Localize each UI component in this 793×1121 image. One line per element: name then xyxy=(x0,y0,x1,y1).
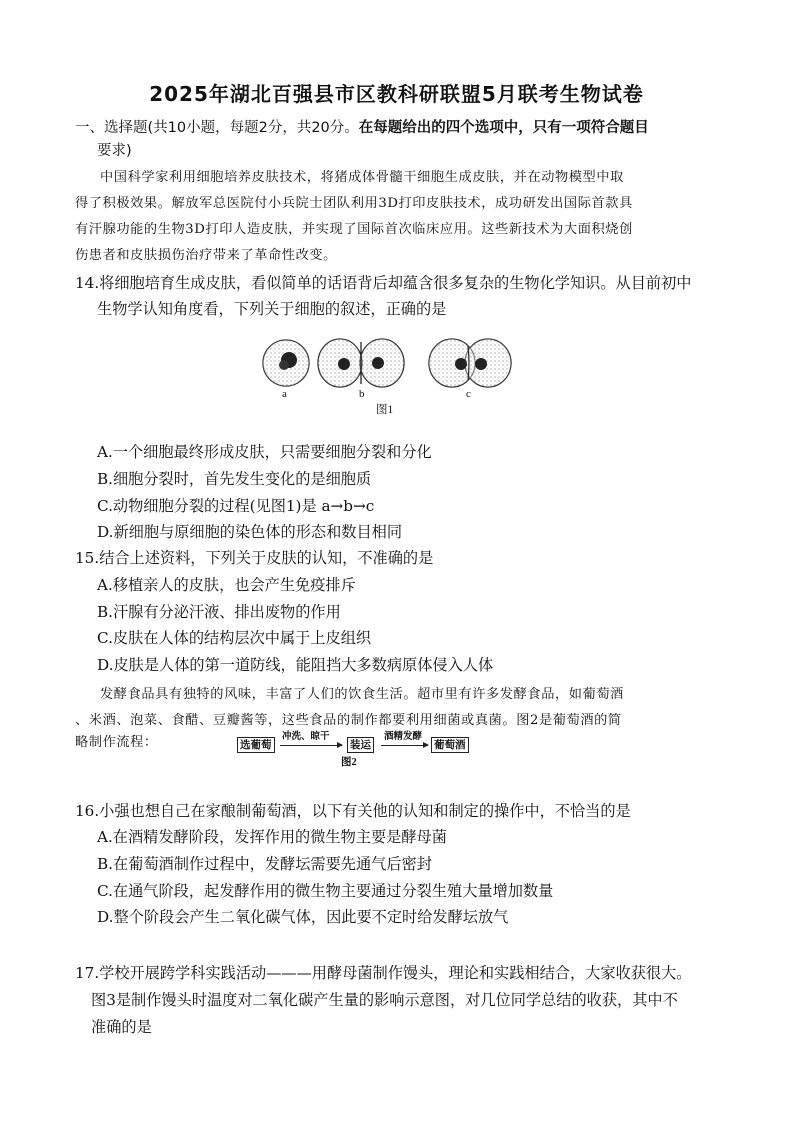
cell-c xyxy=(429,339,511,387)
section-heading-bold: 在每题给出的四个选项中，只有一项符合题目 xyxy=(358,120,649,136)
q15-option-d: D.皮肤是人体的第一道防线，能阻挡大多数病原体侵入人体 xyxy=(97,656,494,674)
q17-stem: 17.学校开展跨学科实践活动———用酵母菌制作馒头，理论和实践相结合，大家收获很大。 xyxy=(75,964,692,982)
cell-a xyxy=(263,340,309,386)
q17-stem: 准确的是 xyxy=(91,1018,152,1036)
q14-option-b: B.细胞分裂时，首先发生变化的是细胞质 xyxy=(97,470,372,488)
flow-box-select-grapes: 选葡萄 xyxy=(237,737,275,753)
q15-stem: 15.结合上述资料，下列关于皮肤的认知，不准确的是 xyxy=(75,549,434,567)
q15-option-a: A.移植亲人的皮肤，也会产生免疫排斥 xyxy=(97,576,356,594)
figure1-label-a: a xyxy=(282,388,287,400)
passage1-line: 有汗腺功能的生物3D打印人造皮肤，并实现了国际首次临床应用。这些新技术为大面积烧创 xyxy=(75,222,633,237)
passage2-line: 略制作流程： xyxy=(75,735,158,750)
q16-option-a: A.在酒精发酵阶段，发挥作用的微生物主要是酵母菌 xyxy=(97,828,447,846)
figure1-label-c: c xyxy=(466,388,471,400)
passage1-line: 得了积极效果。解放军总医院付小兵院士团队利用3D打印皮肤技术，成功研发出国际首款具 xyxy=(75,196,633,211)
q14-stem: 生物学认知角度看，下列关于细胞的叙述，正确的是 xyxy=(97,300,447,318)
section-heading-cont: 要求) xyxy=(97,143,132,159)
cell-b xyxy=(318,339,404,387)
flow-box-wine: 葡萄酒 xyxy=(431,737,469,753)
section-heading xyxy=(75,116,649,137)
passage2-line: 发酵食品具有独特的风味，丰富了人们的饮食生活。超市里有许多发酵食品，如葡萄酒 xyxy=(100,687,624,702)
flow-box-load: 装运 xyxy=(347,737,374,753)
q14-option-c: C.动物细胞分裂的过程(见图1)是 a→b→c xyxy=(97,497,375,515)
q16-option-d: D.整个阶段会产生二氧化碳气体，因此要不定时给发酵坛放气 xyxy=(97,908,509,926)
passage2-line: 、米酒、泡菜、食醋、豆瓣酱等，这些食品的制作都要利用细菌或真菌。图2是葡萄酒的简 xyxy=(75,713,622,728)
flow-arrow-1 xyxy=(280,745,342,746)
flow-label-fermentation: 酒精发酵 xyxy=(384,731,423,742)
passage1-line: 中国科学家利用细胞培养皮肤技术，将猪成体骨髓干细胞生成皮肤，并在动物模型中取 xyxy=(100,170,624,185)
q15-option-b: B.汗腺有分泌汗液、排出废物的作用 xyxy=(97,603,341,621)
flow-arrow-2 xyxy=(381,745,428,746)
section-heading-start: 一、选择题(共10小题，每题2分，共20分。 xyxy=(75,120,359,136)
q16-stem: 16.小强也想自己在家酿制葡萄酒，以下有关他的认知和制定的操作中，不恰当的是 xyxy=(75,802,631,820)
figure2-caption: 图2 xyxy=(341,757,357,768)
q14-option-a: A.一个细胞最终形成皮肤，只需要细胞分裂和分化 xyxy=(97,443,432,461)
figure1-label-b: b xyxy=(359,388,365,400)
flow-label-wash-dry: 冲洗、晾干 xyxy=(282,731,330,742)
page-title: 2025年湖北百强县市区教科研联盟5月联考生物试卷 xyxy=(149,82,644,106)
q16-option-b: B.在葡萄酒制作过程中，发酵坛需要先通气后密封 xyxy=(97,855,432,873)
figure1-caption: 图1 xyxy=(376,404,394,416)
q14-option-d: D.新细胞与原细胞的染色体的形态和数目相同 xyxy=(97,523,403,541)
passage1-line: 伤患者和皮肤损伤治疗带来了革命性改变。 xyxy=(75,248,337,263)
q14-stem: 14.将细胞培育生成皮肤，看似简单的话语背后却蕴含很多复杂的生物化学知识。从目前初中 xyxy=(75,274,692,292)
q15-option-c: C.皮肤在人体的结构层次中属于上皮组织 xyxy=(97,629,372,647)
q17-stem: 图3是制作馒头时温度对二氧化碳产生量的影响示意图，对几位同学总结的收获，其中不 xyxy=(91,991,678,1009)
q16-option-c: C.在通气阶段，起发酵作用的微生物主要通过分裂生殖大量增加数量 xyxy=(97,882,554,900)
